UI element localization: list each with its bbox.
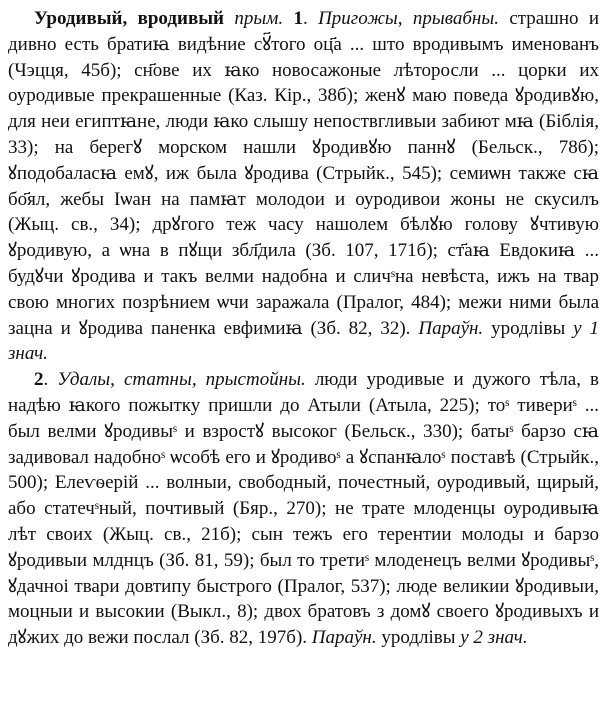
sense-citations-2: люди уродивые и дужого тѣла, в надѣю ꙗкого пожытку пришли до Атыли (Атыла, 225); тоˢ тивериˢ ... был велми ꙋродивыˢ и взростꙋ высоког (Бельск., 330); батыˢ барзо сꙗ задивовал надобноˢ ѡсобѣ его и ꙋродивоˢ а ꙋспанꙗлоˢ поставѣ (Стрыйк., 500); Елеѵѳерій ... волныи, свободный, почестный, оуродивый, щирый, або статечˢный, почтивый (Бяр., 270); не трате млоденцы оуродивыꙗ лѣт своих (Жыц. св., 21б); сын тежъ его терентии молоды и барзо ꙋродивыи млднцъ (Зб. 81, 59); был то третиˢ млоденецъ велми ꙋродивыˢ, ꙋдачноі твари довтипу быстрого (Пралог, 537); люде великии ꙋродивыи, моцныи и высокии (Выкл., 8); двох братовъ з домꙋ своего ꙋродивыхъ и дꙋжих до вежи послал (Зб. 82, 197б). <box>8 369 600 649</box>
cross-reference-label-2: Параўн. <box>311 627 377 649</box>
cross-reference-label-1: Параўн. <box>418 317 484 339</box>
sense-definition-1: Пригожы, прывабны. <box>318 8 499 29</box>
cross-reference-tail-2: у 2 знач. <box>460 627 528 649</box>
cross-reference-tail-1: у 1 знач. <box>8 317 600 365</box>
sense-definition-2: Удалы, статны, прыстойны. <box>57 369 306 391</box>
part-of-speech: прым. <box>234 8 284 29</box>
sense-number-2: 2 <box>34 369 44 391</box>
cross-reference-word-1: уродлівы <box>491 317 566 339</box>
dictionary-entry-sense-1: Уродивый, вродивый прым. 1. Пригожы, прывабны. страшно и дивно есть братиꙗ видѣние сꙋ҃того оц҃а ... што вродивымъ именованъ (Чэцця, 45б); сн҃ове их ꙗко новосажоные лѣторосли ... цорки их оуродивые прекрашенные (Каз. Кір., 38б); женꙋ маю поведа ꙋродивꙋю, для неи египтꙗне, люди ꙗко слышу непоствгливыи забиют мꙗ (Біблія, 33); на берегꙋ морском нашли ꙋродивꙋю паннꙋ (Бельск., 78б); ꙋподобаласꙗ емꙋ, иж была ꙋродива (Стрыйк., 545); семиѡн также сꙗ бо҃ял, жебы Іѡан на памꙗт молодои и оуродивои жоны не скусилъ (Жыц. св., 34); дрꙋгого теж часу нашолем бѣлꙋю голову ꙋчтивую ꙋродивую, а ѡна в пꙋщи збл҃дила (Зб. 107, 171б); ст҃аꙗ Евдокиꙗ ... будꙋчи ꙋродива и такъ велми надобна и сличˢна невѣста, ижъ на твар свою многих позрѣнием ѡчи заражала (Пралог, 484); межи ними была зацна и ꙋродива паненка евфимиꙗ (Зб. 82, 32). Параўн. уродлівы у 1 знач. <box>8 8 600 365</box>
cross-reference-word-2: уродлівы <box>381 627 456 649</box>
dictionary-entry-sense-2: 2. Удалы, статны, прыстойны. люди уродивые и дужого тѣла, в надѣю ꙗкого пожытку пришли до Атыли (Атыла, 225); тоˢ тивериˢ ... был велми ꙋродивыˢ и взростꙋ высоког (Бельск., 330); батыˢ барзо сꙗ задивовал надобноˢ ѡсобѣ его и ꙋродивоˢ а ꙋспанꙗлоˢ поставѣ (Стрыйк., 500); Елеѵѳерій ... волныи, свободный, почестный, оуродивый, щирый, або статечˢный, почтивый (Бяр., 270); не трате млоденцы оуродивыꙗ лѣт своих (Жыц. св., 21б); сын тежъ его терентии молоды и барзо ꙋродивыи млднцъ (Зб. 81, 59); был то третиˢ млоденецъ велми ꙋродивыˢ, ꙋдачноі твари довтипу быстрого (Пралог, 537); люде великии ꙋродивыи, моцныи и высокии (Выкл., 8); двох братовъ з домꙋ своего ꙋродивыхъ и дꙋжих до вежи послал (Зб. 82, 197б). Параўн. уродлівы у 2 знач. <box>8 369 600 649</box>
headword: Уродивый, вродивый <box>34 8 224 29</box>
sense-number-1: 1 <box>293 8 303 29</box>
sense-citations-1: страшно и дивно есть братиꙗ видѣние сꙋ҃того оц҃а ... што вродивымъ именованъ (Чэцця, 45б); сн҃ове их ꙗко новосажоные лѣторосли ... цорки их оуродивые прекрашенные (Каз. Кір., 38б); женꙋ маю поведа ꙋродивꙋю, для неи египтꙗне, люди ꙗко слышу непоствгливыи забиют мꙗ (Біблія, 33); на берегꙋ морском нашли ꙋродивꙋю паннꙋ (Бельск., 78б); ꙋподобаласꙗ емꙋ, иж была ꙋродива (Стрыйк., 545); семиѡн также сꙗ бо҃ял, жебы Іѡан на памꙗт молодои и оуродивои жоны не скусилъ (Жыц. св., 34); дрꙋгого теж часу нашолем бѣлꙋю голову ꙋчтивую ꙋродивую, а ѡна в пꙋщи збл҃дила (Зб. 107, 171б); ст҃аꙗ Евдокиꙗ ... будꙋчи ꙋродива и такъ велми надобна и сличˢна невѣста, ижъ на твар свою многих позрѣнием ѡчи заражала (Пралог, 484); межи ними была зацна и ꙋродива паненка евфимиꙗ (Зб. 82, 32). <box>8 8 600 339</box>
